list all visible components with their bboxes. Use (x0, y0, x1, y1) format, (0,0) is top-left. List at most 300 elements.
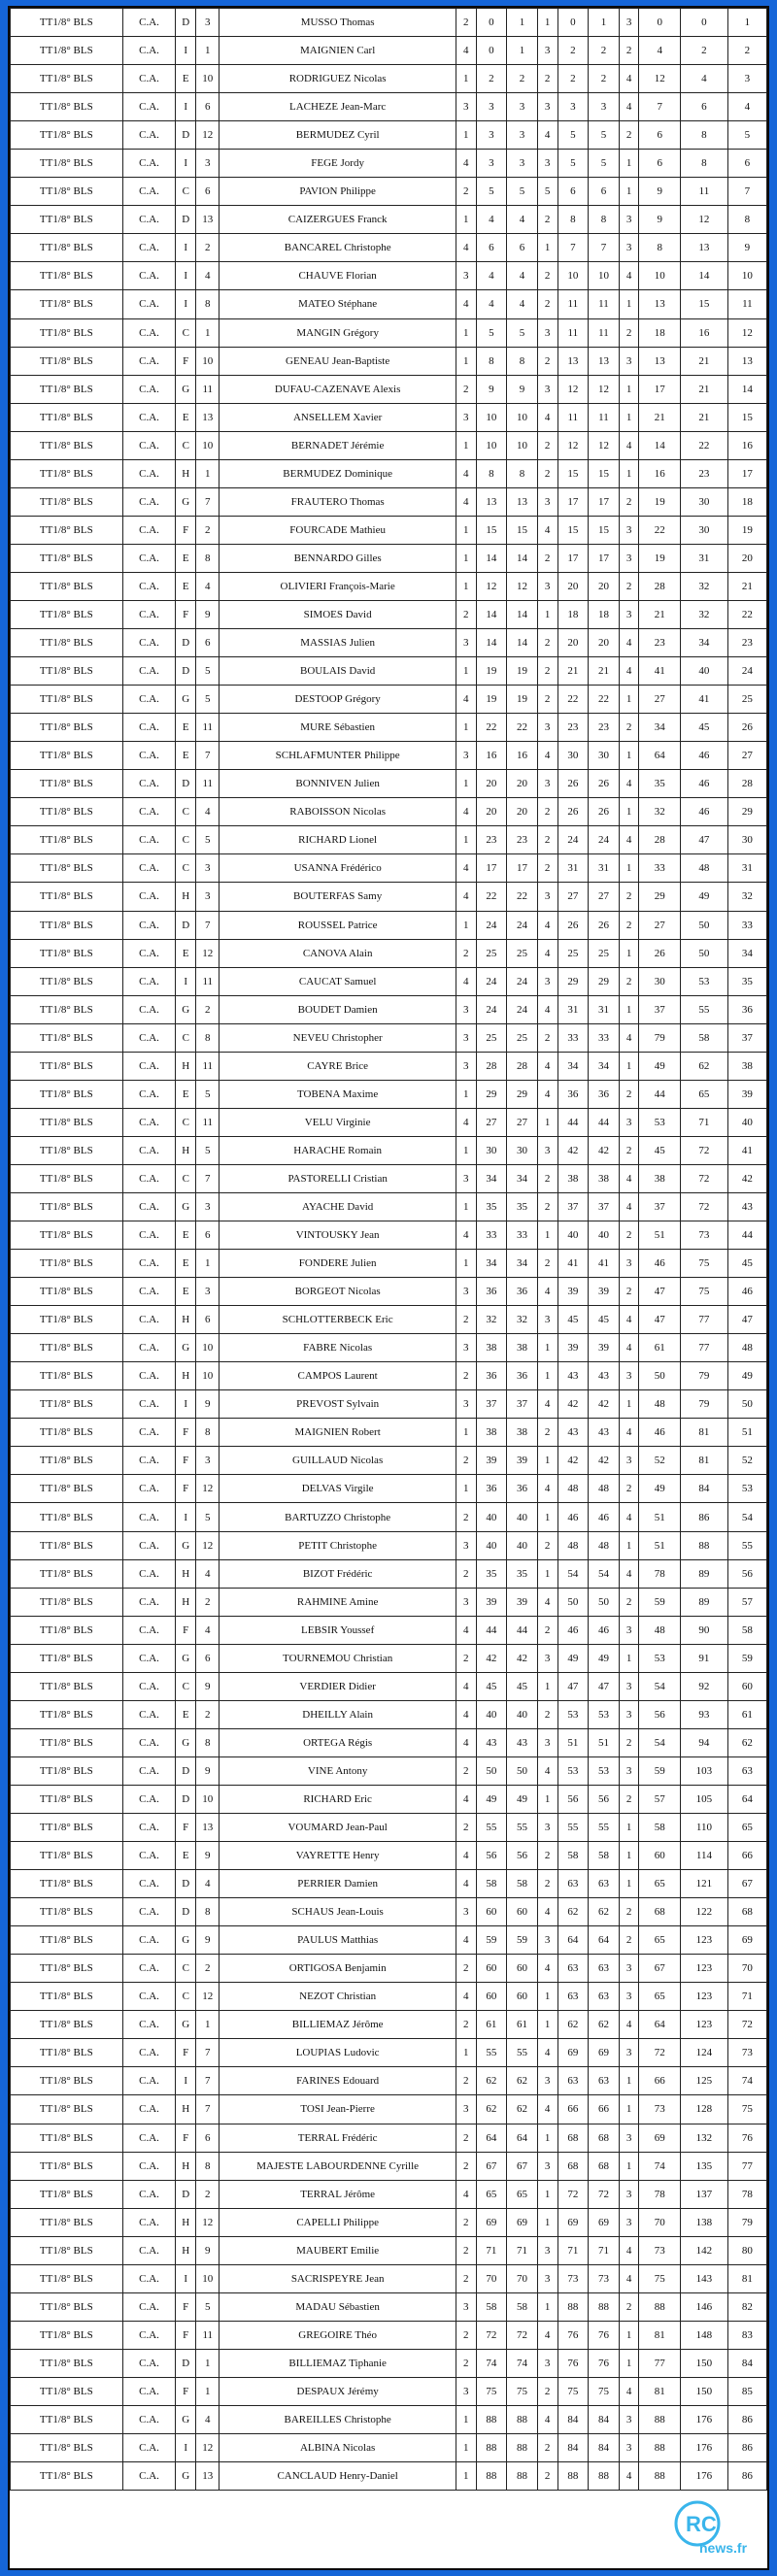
score-cell: 38 (507, 1334, 538, 1362)
club-cell: C.A. (122, 487, 176, 516)
score-cell: 11 (589, 318, 620, 347)
score-cell: 49 (639, 1475, 681, 1503)
score-cell: 3 (537, 714, 557, 742)
total-cell: 11 (681, 178, 728, 206)
score-cell: 47 (639, 1306, 681, 1334)
position-cell: 5 (196, 686, 220, 714)
score-cell: 12 (557, 431, 589, 459)
score-cell: 29 (476, 1080, 507, 1108)
name-cell: DESTOOP Grégory (220, 686, 456, 714)
score-cell: 2 (537, 459, 557, 487)
score-cell: 3 (456, 2095, 476, 2124)
score-cell: 72 (476, 2321, 507, 2349)
club-cell: C.A. (122, 347, 176, 375)
position-cell: 2 (196, 2180, 220, 2208)
pool-cell: C (176, 854, 196, 883)
score-cell: 2 (619, 1080, 639, 1108)
score-cell: 1 (456, 516, 476, 544)
score-cell: 26 (589, 911, 620, 939)
score-cell: 14 (476, 600, 507, 628)
score-cell: 4 (619, 1023, 639, 1052)
score-cell: 1 (456, 1080, 476, 1108)
club-cell: C.A. (122, 1588, 176, 1616)
category-cell: TT1/8° BLS (11, 600, 123, 628)
score-cell: 1 (537, 2208, 557, 2236)
table-row (11, 2039, 767, 2067)
score-cell: 2 (537, 1870, 557, 1898)
score-cell: 37 (557, 1192, 589, 1221)
pool-cell: F (176, 600, 196, 628)
score-cell: 3 (619, 2124, 639, 2152)
total-cell: 105 (681, 1785, 728, 1813)
score-cell: 51 (589, 1728, 620, 1756)
score-cell: 70 (639, 2208, 681, 2236)
score-cell: 6 (476, 234, 507, 262)
score-cell: 2 (619, 1136, 639, 1164)
category-cell: TT1/8° BLS (11, 967, 123, 995)
score-cell: 3 (619, 600, 639, 628)
total-cell: 128 (681, 2095, 728, 2124)
table-row (11, 234, 767, 262)
score-cell: 2 (537, 2434, 557, 2462)
score-cell: 3 (619, 1362, 639, 1390)
score-cell: 27 (639, 911, 681, 939)
score-cell: 62 (507, 2095, 538, 2124)
score-cell: 4 (537, 1278, 557, 1306)
score-cell: 3 (537, 1306, 557, 1334)
table-row (11, 2321, 767, 2349)
score-cell: 2 (619, 967, 639, 995)
score-cell: 23 (639, 629, 681, 657)
score-cell: 1 (619, 798, 639, 826)
score-cell: 1 (589, 9, 620, 37)
position-cell: 8 (196, 544, 220, 572)
category-cell: TT1/8° BLS (11, 1334, 123, 1362)
total-cell: 132 (681, 2124, 728, 2152)
score-cell: 4 (619, 431, 639, 459)
score-cell: 63 (589, 1870, 620, 1898)
total-cell: 148 (681, 2321, 728, 2349)
score-cell: 1 (619, 1842, 639, 1870)
table-row (11, 37, 767, 65)
score-cell: 55 (476, 2039, 507, 2067)
score-cell: 76 (557, 2321, 589, 2349)
table-row (11, 2405, 767, 2433)
score-cell: 35 (507, 1559, 538, 1588)
category-cell: TT1/8° BLS (11, 1306, 123, 1334)
name-cell: CAPELLI Philippe (220, 2208, 456, 2236)
score-cell: 20 (557, 629, 589, 657)
total-cell: 103 (681, 1756, 728, 1785)
total-cell: 124 (681, 2039, 728, 2067)
score-cell: 3 (456, 1023, 476, 1052)
name-cell: PERRIER Damien (220, 1870, 456, 1898)
rank-cell: 66 (727, 1842, 766, 1870)
score-cell: 70 (476, 2264, 507, 2292)
score-cell: 13 (557, 347, 589, 375)
total-cell: 72 (681, 1164, 728, 1192)
score-cell: 63 (557, 1955, 589, 1983)
score-cell: 10 (589, 262, 620, 290)
score-cell: 4 (619, 65, 639, 93)
score-cell: 2 (537, 1250, 557, 1278)
name-cell: PREVOST Sylvain (220, 1390, 456, 1419)
score-cell: 20 (589, 629, 620, 657)
score-cell: 22 (507, 883, 538, 911)
total-cell: 142 (681, 2236, 728, 2264)
score-cell: 2 (456, 1756, 476, 1785)
score-cell: 18 (639, 318, 681, 347)
category-cell: TT1/8° BLS (11, 1926, 123, 1955)
score-cell: 8 (507, 459, 538, 487)
table-row (11, 93, 767, 121)
score-cell: 47 (639, 1278, 681, 1306)
svg-text:RC: RC (686, 2512, 717, 2536)
score-cell: 4 (537, 403, 557, 431)
score-cell: 4 (619, 262, 639, 290)
score-cell: 8 (476, 459, 507, 487)
rank-cell: 49 (727, 1362, 766, 1390)
category-cell: TT1/8° BLS (11, 1192, 123, 1221)
category-cell: TT1/8° BLS (11, 770, 123, 798)
category-cell: TT1/8° BLS (11, 2349, 123, 2377)
rank-cell: 84 (727, 2349, 766, 2377)
pool-cell: E (176, 1080, 196, 1108)
position-cell: 2 (196, 1700, 220, 1728)
score-cell: 3 (537, 2152, 557, 2180)
score-cell: 39 (476, 1447, 507, 1475)
category-cell: TT1/8° BLS (11, 1023, 123, 1052)
club-cell: C.A. (122, 1475, 176, 1503)
pool-cell: E (176, 1221, 196, 1250)
pool-cell: H (176, 1052, 196, 1080)
score-cell: 1 (619, 1814, 639, 1842)
score-cell: 1 (537, 2011, 557, 2039)
total-cell: 88 (681, 1531, 728, 1559)
score-cell: 46 (557, 1616, 589, 1644)
score-cell: 2 (537, 290, 557, 318)
score-cell: 3 (619, 2434, 639, 2462)
position-cell: 8 (196, 2152, 220, 2180)
score-cell: 53 (557, 1756, 589, 1785)
score-cell: 1 (456, 572, 476, 600)
score-cell: 26 (557, 911, 589, 939)
score-cell: 2 (619, 487, 639, 516)
club-cell: C.A. (122, 234, 176, 262)
total-cell: 125 (681, 2067, 728, 2095)
score-cell: 4 (456, 883, 476, 911)
rank-cell: 76 (727, 2124, 766, 2152)
score-cell: 4 (456, 686, 476, 714)
table-row (11, 2180, 767, 2208)
score-cell: 2 (456, 2208, 476, 2236)
score-cell: 44 (507, 1616, 538, 1644)
score-cell: 39 (507, 1588, 538, 1616)
score-cell: 2 (537, 629, 557, 657)
score-cell: 9 (639, 206, 681, 234)
pool-cell: G (176, 1334, 196, 1362)
name-cell: PAVION Philippe (220, 178, 456, 206)
score-cell: 63 (557, 2067, 589, 2095)
score-cell: 88 (557, 2462, 589, 2491)
name-cell: GENEAU Jean-Baptiste (220, 347, 456, 375)
score-cell: 59 (476, 1926, 507, 1955)
score-cell: 39 (557, 1334, 589, 1362)
name-cell: NEVEU Christopher (220, 1023, 456, 1052)
score-cell: 4 (507, 290, 538, 318)
score-cell: 25 (589, 939, 620, 967)
score-cell: 75 (507, 2377, 538, 2405)
score-cell: 56 (589, 1785, 620, 1813)
score-cell: 14 (507, 600, 538, 628)
name-cell: BERMUDEZ Dominique (220, 459, 456, 487)
table-row (11, 967, 767, 995)
rank-cell: 60 (727, 1672, 766, 1700)
table-row (11, 262, 767, 290)
score-cell: 3 (589, 93, 620, 121)
score-cell: 4 (537, 939, 557, 967)
score-cell: 3 (456, 1278, 476, 1306)
category-cell: TT1/8° BLS (11, 939, 123, 967)
score-cell: 13 (476, 487, 507, 516)
score-cell: 1 (456, 911, 476, 939)
position-cell: 10 (196, 431, 220, 459)
category-cell: TT1/8° BLS (11, 1108, 123, 1136)
position-cell: 11 (196, 770, 220, 798)
score-cell: 65 (639, 1926, 681, 1955)
score-cell: 29 (507, 1080, 538, 1108)
pool-cell: I (176, 234, 196, 262)
rank-cell: 45 (727, 1250, 766, 1278)
score-cell: 5 (507, 178, 538, 206)
total-cell: 89 (681, 1559, 728, 1588)
score-cell: 5 (557, 150, 589, 178)
club-cell: C.A. (122, 121, 176, 150)
rank-cell: 72 (727, 2011, 766, 2039)
position-cell: 5 (196, 1080, 220, 1108)
rank-cell: 79 (727, 2208, 766, 2236)
rank-cell: 69 (727, 1926, 766, 1955)
score-cell: 39 (589, 1334, 620, 1362)
club-cell: C.A. (122, 1870, 176, 1898)
score-cell: 4 (456, 1870, 476, 1898)
table-row (11, 2462, 767, 2491)
score-cell: 1 (456, 65, 476, 93)
score-cell: 42 (589, 1136, 620, 1164)
table-row (11, 206, 767, 234)
pool-cell: E (176, 742, 196, 770)
score-cell: 61 (639, 1334, 681, 1362)
table-row (11, 2377, 767, 2405)
rank-cell: 46 (727, 1278, 766, 1306)
score-cell: 2 (619, 1728, 639, 1756)
score-cell: 1 (619, 1052, 639, 1080)
total-cell: 14 (681, 262, 728, 290)
name-cell: BOULAIS David (220, 657, 456, 686)
score-cell: 3 (537, 2349, 557, 2377)
pool-cell: G (176, 1926, 196, 1955)
club-cell: C.A. (122, 150, 176, 178)
pool-cell: D (176, 1870, 196, 1898)
pool-cell: G (176, 2011, 196, 2039)
score-cell: 84 (589, 2434, 620, 2462)
score-cell: 9 (476, 375, 507, 403)
pool-cell: H (176, 1559, 196, 1588)
score-cell: 37 (476, 1390, 507, 1419)
score-cell: 20 (507, 770, 538, 798)
table-row (11, 1559, 767, 1588)
table-row (11, 2292, 767, 2321)
club-cell: C.A. (122, 1955, 176, 1983)
score-cell: 68 (589, 2124, 620, 2152)
score-cell: 27 (476, 1108, 507, 1136)
pool-cell: F (176, 2321, 196, 2349)
position-cell: 3 (196, 1278, 220, 1306)
score-cell: 24 (476, 911, 507, 939)
total-cell: 55 (681, 995, 728, 1023)
total-cell: 53 (681, 967, 728, 995)
rank-cell: 57 (727, 1588, 766, 1616)
total-cell: 93 (681, 1700, 728, 1728)
position-cell: 4 (196, 1616, 220, 1644)
score-cell: 2 (537, 1531, 557, 1559)
score-cell: 2 (456, 1559, 476, 1588)
name-cell: SCHLAFMUNTER Philippe (220, 742, 456, 770)
table-row (11, 1250, 767, 1278)
score-cell: 64 (589, 1926, 620, 1955)
score-cell: 36 (557, 1080, 589, 1108)
name-cell: FARINES Edouard (220, 2067, 456, 2095)
club-cell: C.A. (122, 2011, 176, 2039)
category-cell: TT1/8° BLS (11, 1164, 123, 1192)
total-cell: 12 (681, 206, 728, 234)
score-cell: 6 (639, 150, 681, 178)
score-cell: 55 (507, 1814, 538, 1842)
score-cell: 3 (537, 2236, 557, 2264)
score-cell: 2 (456, 1503, 476, 1531)
category-cell: TT1/8° BLS (11, 459, 123, 487)
total-cell: 123 (681, 1983, 728, 2011)
score-cell: 28 (639, 572, 681, 600)
score-cell: 12 (557, 375, 589, 403)
rank-cell: 86 (727, 2462, 766, 2491)
pool-cell: C (176, 798, 196, 826)
position-cell: 9 (196, 1926, 220, 1955)
score-cell: 4 (619, 826, 639, 854)
score-cell: 2 (456, 1814, 476, 1842)
score-cell: 3 (619, 347, 639, 375)
club-cell: C.A. (122, 1728, 176, 1756)
club-cell: C.A. (122, 2208, 176, 2236)
rank-cell: 37 (727, 1023, 766, 1052)
score-cell: 53 (639, 1644, 681, 1672)
rank-cell: 44 (727, 1221, 766, 1250)
rank-cell: 43 (727, 1192, 766, 1221)
score-cell: 81 (639, 2321, 681, 2349)
club-cell: C.A. (122, 65, 176, 93)
table-row (11, 1588, 767, 1616)
category-cell: TT1/8° BLS (11, 1447, 123, 1475)
score-cell: 4 (619, 2462, 639, 2491)
score-cell: 4 (537, 1955, 557, 1983)
rank-cell: 86 (727, 2405, 766, 2433)
score-cell: 60 (507, 1898, 538, 1926)
club-cell: C.A. (122, 657, 176, 686)
score-cell: 3 (537, 2067, 557, 2095)
score-cell: 2 (619, 1221, 639, 1250)
total-cell: 72 (681, 1192, 728, 1221)
name-cell: DUFAU-CAZENAVE Alexis (220, 375, 456, 403)
position-cell: 7 (196, 2095, 220, 2124)
position-cell: 6 (196, 93, 220, 121)
score-cell: 20 (476, 798, 507, 826)
club-cell: C.A. (122, 2264, 176, 2292)
score-cell: 4 (619, 1334, 639, 1362)
position-cell: 2 (196, 234, 220, 262)
score-cell: 4 (537, 1052, 557, 1080)
score-cell: 1 (619, 2349, 639, 2377)
total-cell: 62 (681, 1052, 728, 1080)
rank-cell: 15 (727, 403, 766, 431)
table-row (11, 2152, 767, 2180)
rank-cell: 56 (727, 1559, 766, 1588)
category-cell: TT1/8° BLS (11, 1785, 123, 1813)
score-cell: 2 (456, 2152, 476, 2180)
total-cell: 123 (681, 2011, 728, 2039)
score-cell: 88 (589, 2462, 620, 2491)
table-row (11, 1785, 767, 1813)
club-cell: C.A. (122, 1616, 176, 1644)
club-cell: C.A. (122, 1136, 176, 1164)
pool-cell: I (176, 2264, 196, 2292)
position-cell: 3 (196, 854, 220, 883)
score-cell: 1 (619, 686, 639, 714)
score-cell: 31 (589, 995, 620, 1023)
rank-cell: 27 (727, 742, 766, 770)
score-cell: 16 (507, 742, 538, 770)
score-cell: 67 (476, 2152, 507, 2180)
club-cell: C.A. (122, 770, 176, 798)
total-cell: 45 (681, 714, 728, 742)
pool-cell: C (176, 1023, 196, 1052)
name-cell: RABOISSON Nicolas (220, 798, 456, 826)
score-cell: 24 (507, 967, 538, 995)
score-cell: 88 (589, 2292, 620, 2321)
position-cell: 7 (196, 742, 220, 770)
score-cell: 27 (507, 1108, 538, 1136)
score-cell: 12 (476, 572, 507, 600)
score-cell: 11 (557, 318, 589, 347)
score-cell: 1 (619, 995, 639, 1023)
score-cell: 3 (619, 1616, 639, 1644)
category-cell: TT1/8° BLS (11, 1814, 123, 1842)
score-cell: 5 (537, 178, 557, 206)
score-cell: 1 (619, 1390, 639, 1419)
position-cell: 5 (196, 657, 220, 686)
name-cell: DHEILLY Alain (220, 1700, 456, 1728)
score-cell: 2 (476, 65, 507, 93)
score-cell: 58 (507, 2292, 538, 2321)
name-cell: BERNADET Jérémie (220, 431, 456, 459)
total-cell: 123 (681, 1926, 728, 1955)
score-cell: 1 (619, 1531, 639, 1559)
score-cell: 3 (619, 2405, 639, 2433)
total-cell: 6 (681, 93, 728, 121)
table-row (11, 2067, 767, 2095)
score-cell: 75 (557, 2377, 589, 2405)
rank-cell: 64 (727, 1785, 766, 1813)
rank-cell: 23 (727, 629, 766, 657)
